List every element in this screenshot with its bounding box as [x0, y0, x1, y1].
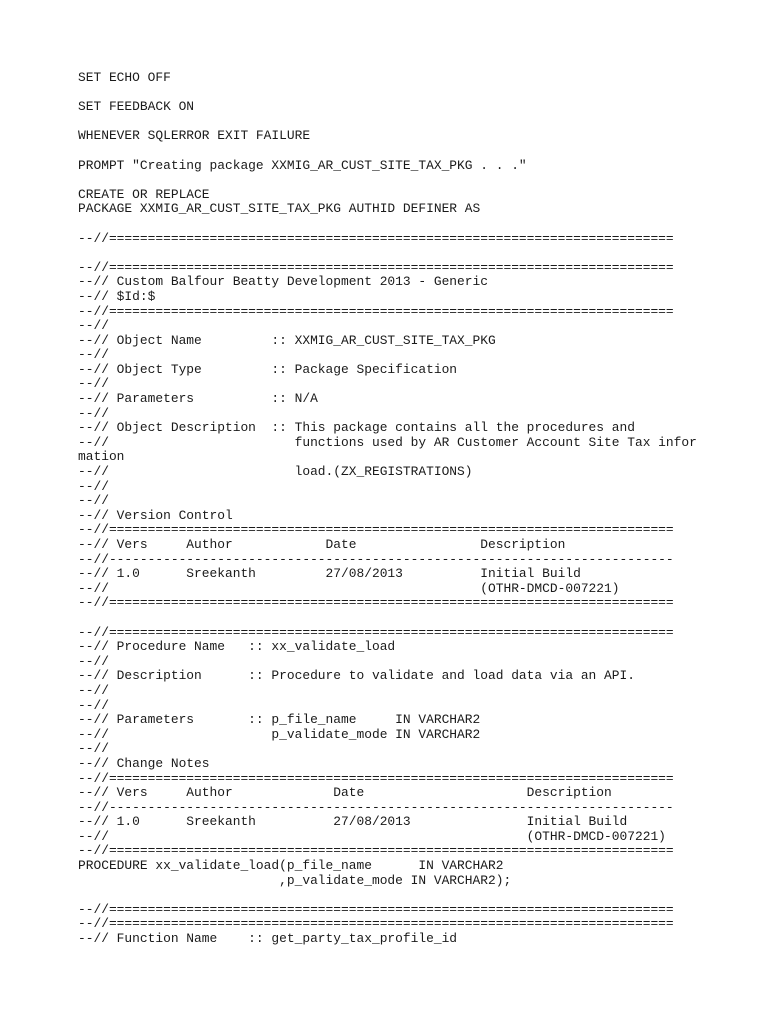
blank-line	[78, 888, 698, 903]
code-line: --// Vers Author Date Description	[78, 785, 612, 801]
code-document	[78, 71, 698, 947]
code-line: --//	[78, 478, 109, 494]
code-line: --//=========================================================================	[78, 901, 674, 917]
code-line: --//=========================================================================	[78, 916, 674, 932]
code-line: --//	[78, 376, 109, 392]
code-line: mation	[78, 449, 125, 465]
code-line: --// Description :: Procedure to validate and load data via an API.	[78, 668, 635, 684]
code-line: --//=========================================================================	[78, 259, 674, 275]
code-line: --//=========================================================================	[78, 303, 674, 319]
code-line: ,p_validate_mode IN VARCHAR2);	[78, 872, 512, 888]
code-line: SET FEEDBACK ON	[78, 99, 195, 115]
code-line: PROCEDURE xx_validate_load(p_file_name IN VARCHAR2	[78, 858, 504, 874]
code-line: --// Function Name :: get_party_tax_profile_id	[78, 931, 458, 947]
code-line: --//=========================================================================	[78, 770, 674, 786]
code-line: --//	[78, 493, 109, 509]
code-line: --//=========================================================================	[78, 843, 674, 859]
code-line: --// Parameters :: p_file_name IN VARCHAR2	[78, 712, 481, 728]
code-line: --//=========================================================================	[78, 624, 674, 640]
code-line: --// 1.0 Sreekanth 27/08/2013 Initial Build	[78, 566, 581, 582]
code-line: --// Object Name :: XXMIG_AR_CUST_SITE_TAX_PKG	[78, 332, 496, 348]
code-line: --//	[78, 347, 109, 363]
code-line: --// Procedure Name :: xx_validate_load	[78, 639, 396, 655]
blank-line	[78, 173, 698, 188]
blank-line	[78, 246, 698, 261]
code-line: --//-------------------------------------------------------------------------	[78, 551, 674, 567]
code-line: --//=========================================================================	[78, 595, 674, 611]
code-line: PACKAGE XXMIG_AR_CUST_SITE_TAX_PKG AUTHID DEFINER AS	[78, 201, 481, 217]
code-line: SET ECHO OFF	[78, 70, 171, 85]
blank-line	[78, 115, 698, 130]
code-line: --//	[78, 318, 109, 334]
code-line: --// Custom Balfour Beatty Development 2013 - Generic	[78, 274, 488, 290]
code-line: --//	[78, 682, 109, 698]
code-line: --//=========================================================================	[78, 522, 674, 538]
code-line: --//-------------------------------------------------------------------------	[78, 799, 674, 815]
code-line: --//=========================================================================	[78, 230, 674, 246]
code-line: --// Parameters :: N/A	[78, 391, 318, 407]
code-line: --// (OTHR-DMCD-007221)	[78, 828, 666, 844]
code-line: --//	[78, 697, 109, 713]
code-line: --// 1.0 Sreekanth 27/08/2013 Initial Build	[78, 814, 628, 830]
code-line: --// load.(ZX_REGISTRATIONS)	[78, 464, 473, 480]
code-line: --//	[78, 653, 109, 669]
code-line: --// Object Type :: Package Specification	[78, 361, 458, 377]
code-line: --// functions used by AR Customer Account Site Tax infor	[78, 434, 697, 450]
code-line: --// $Id:$	[78, 288, 156, 304]
code-line: WHENEVER SQLERROR EXIT FAILURE	[78, 128, 311, 144]
code-line: CREATE OR REPLACE	[78, 186, 210, 202]
code-line: --// Vers Author Date Description	[78, 537, 566, 552]
code-line: --//	[78, 741, 109, 757]
code-line: --// Version Control	[78, 507, 233, 523]
blank-line	[78, 86, 698, 101]
code-line: --// (OTHR-DMCD-007221)	[78, 580, 620, 596]
blank-line	[78, 144, 698, 159]
blank-line	[78, 611, 698, 626]
code-line: --// p_validate_mode IN VARCHAR2	[78, 726, 481, 742]
code-line: --//	[78, 405, 109, 421]
blank-line	[78, 217, 698, 232]
code-line: --// Change Notes	[78, 755, 210, 771]
code-line: --// Object Description :: This package contains all the procedures and	[78, 420, 635, 436]
code-line: PROMPT "Creating package XXMIG_AR_CUST_SITE_TAX_PKG . . ."	[78, 157, 527, 173]
